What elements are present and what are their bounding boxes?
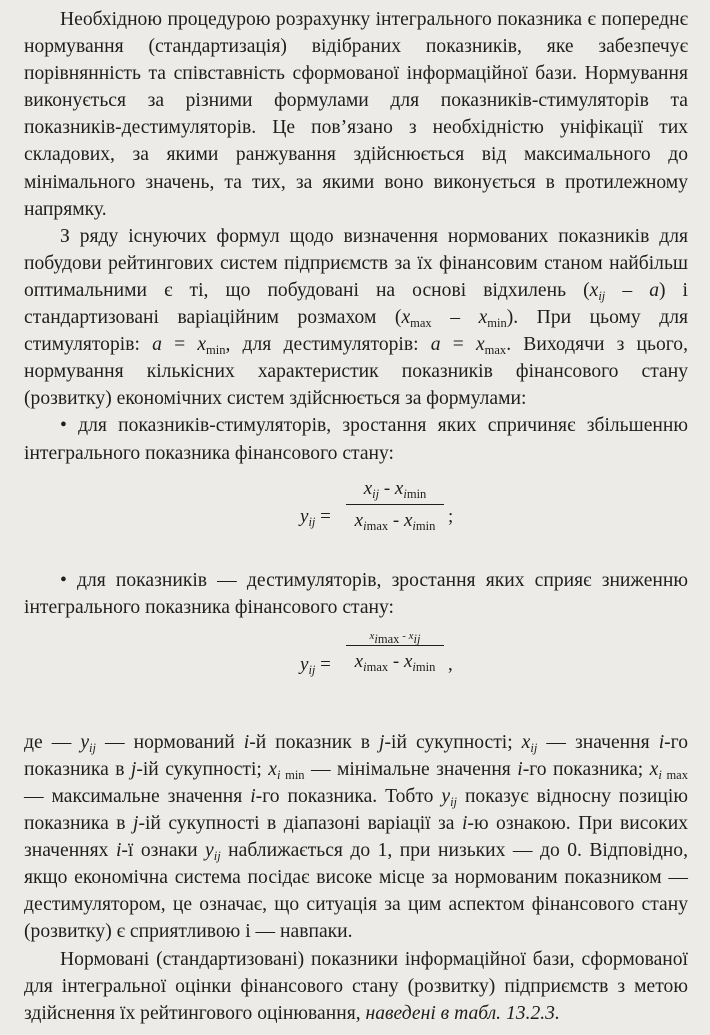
formula-numerator: $x_{ij} - x_{imin}$	[363, 477, 427, 501]
paragraph-1: Необхідною процедурою розрахунку інтегрального показника є попереднє нормування (стандартизація) відібраних показників, яке забезпечує порівнянність та співставність сформованої інформаційної бази. Нормування виконується за різними формулами для показників-стимуляторів та показників-дестимуляторів. Це пов’язано з необхідністю уніфікації тих складових, за якими ранжування здійснюється від максимального до мінімального значень, та тих, за якими воно виконується в протилежному напрямку.	[24, 9, 688, 220]
formula-numerator: $x_{imax} - x_{ij}$	[369, 629, 421, 646]
formula-denominator: $x_{imax} - x_{imin}$	[354, 650, 436, 674]
paragraph-2: З ряду існуючих формул щодо визначення нормованих показників для побудови рейтингових систем підприємств за їх фінансовим станом найбільш оптимальними є ті, що побудовані на основі відхилень $(x_{ij} - a)$ і стандартизовані варіаційним розмахом $(x_{max} - x_{min})$. При цьому для стимуляторів: $a = x_{min}$, для дестимуляторів: $a = x_{max}$. Виходячи з цього, нормування кількісних характеристик показників фінансового стану (розвитку) економічних систем здійснюється за формулами:	[24, 225, 689, 410]
formula-lhs: $y_{ij}$ =	[300, 505, 331, 529]
formula-stimulators	[24, 467, 688, 567]
formula-punctuation: ;	[448, 505, 454, 527]
table-reference: наведені в табл. 13.2.3.	[365, 1002, 560, 1024]
bullet-destimulators: • для показників — дестимуляторів, зростання яких сприяє зниженню інтегрального показника фінансового стану:	[24, 569, 688, 618]
formula-denominator: $x_{imax} - x_{imin}$	[354, 509, 436, 533]
formula-punctuation: ,	[448, 653, 453, 675]
formula-fraction	[346, 475, 444, 534]
formula-destimulators	[24, 621, 688, 729]
formula-fraction	[346, 629, 444, 675]
bullet-stimulators: • для показників-стимуляторів, зростання яких спричиняє збільшенню інтегрального показника фінансового стану:	[24, 415, 688, 464]
paragraph-4: Нормовані (стандартизовані) показники інформаційної бази, сформованої для інтегральної оцінки фінансового стану (розвитку) підприємств з метою здійснення їх рейтингового оцінювання, наведені в табл. 13.2.3.	[24, 948, 688, 1024]
formula-lhs: $y_{ij}$ =	[300, 653, 331, 677]
paragraph-3: де — $y_{ij}$ — нормований i-й показник в j-ій сукупності; $x_{ij}$ — значення i-го показника в j-ій сукупності; $x_i$ $_{min}$ — мінімальне значення i-го показника; $x_i$ $_{max}$ — максимальне значення i-го показника. Тобто $y_{ij}$ показує відносну позицію показника в j-ій сукупності в діапазоні варіації за i-ю ознакою. При високих значеннях i-ї ознаки $y_{ij}$ наближається до 1, при низьких — до 0. Відповідно, якщо економічна система посідає високе місце за нормованим показником — дестимулятором, це означає, що ситуація за цим аспектом фінансового стану (розвитку) є сприятливою і — навпаки.	[24, 731, 689, 943]
